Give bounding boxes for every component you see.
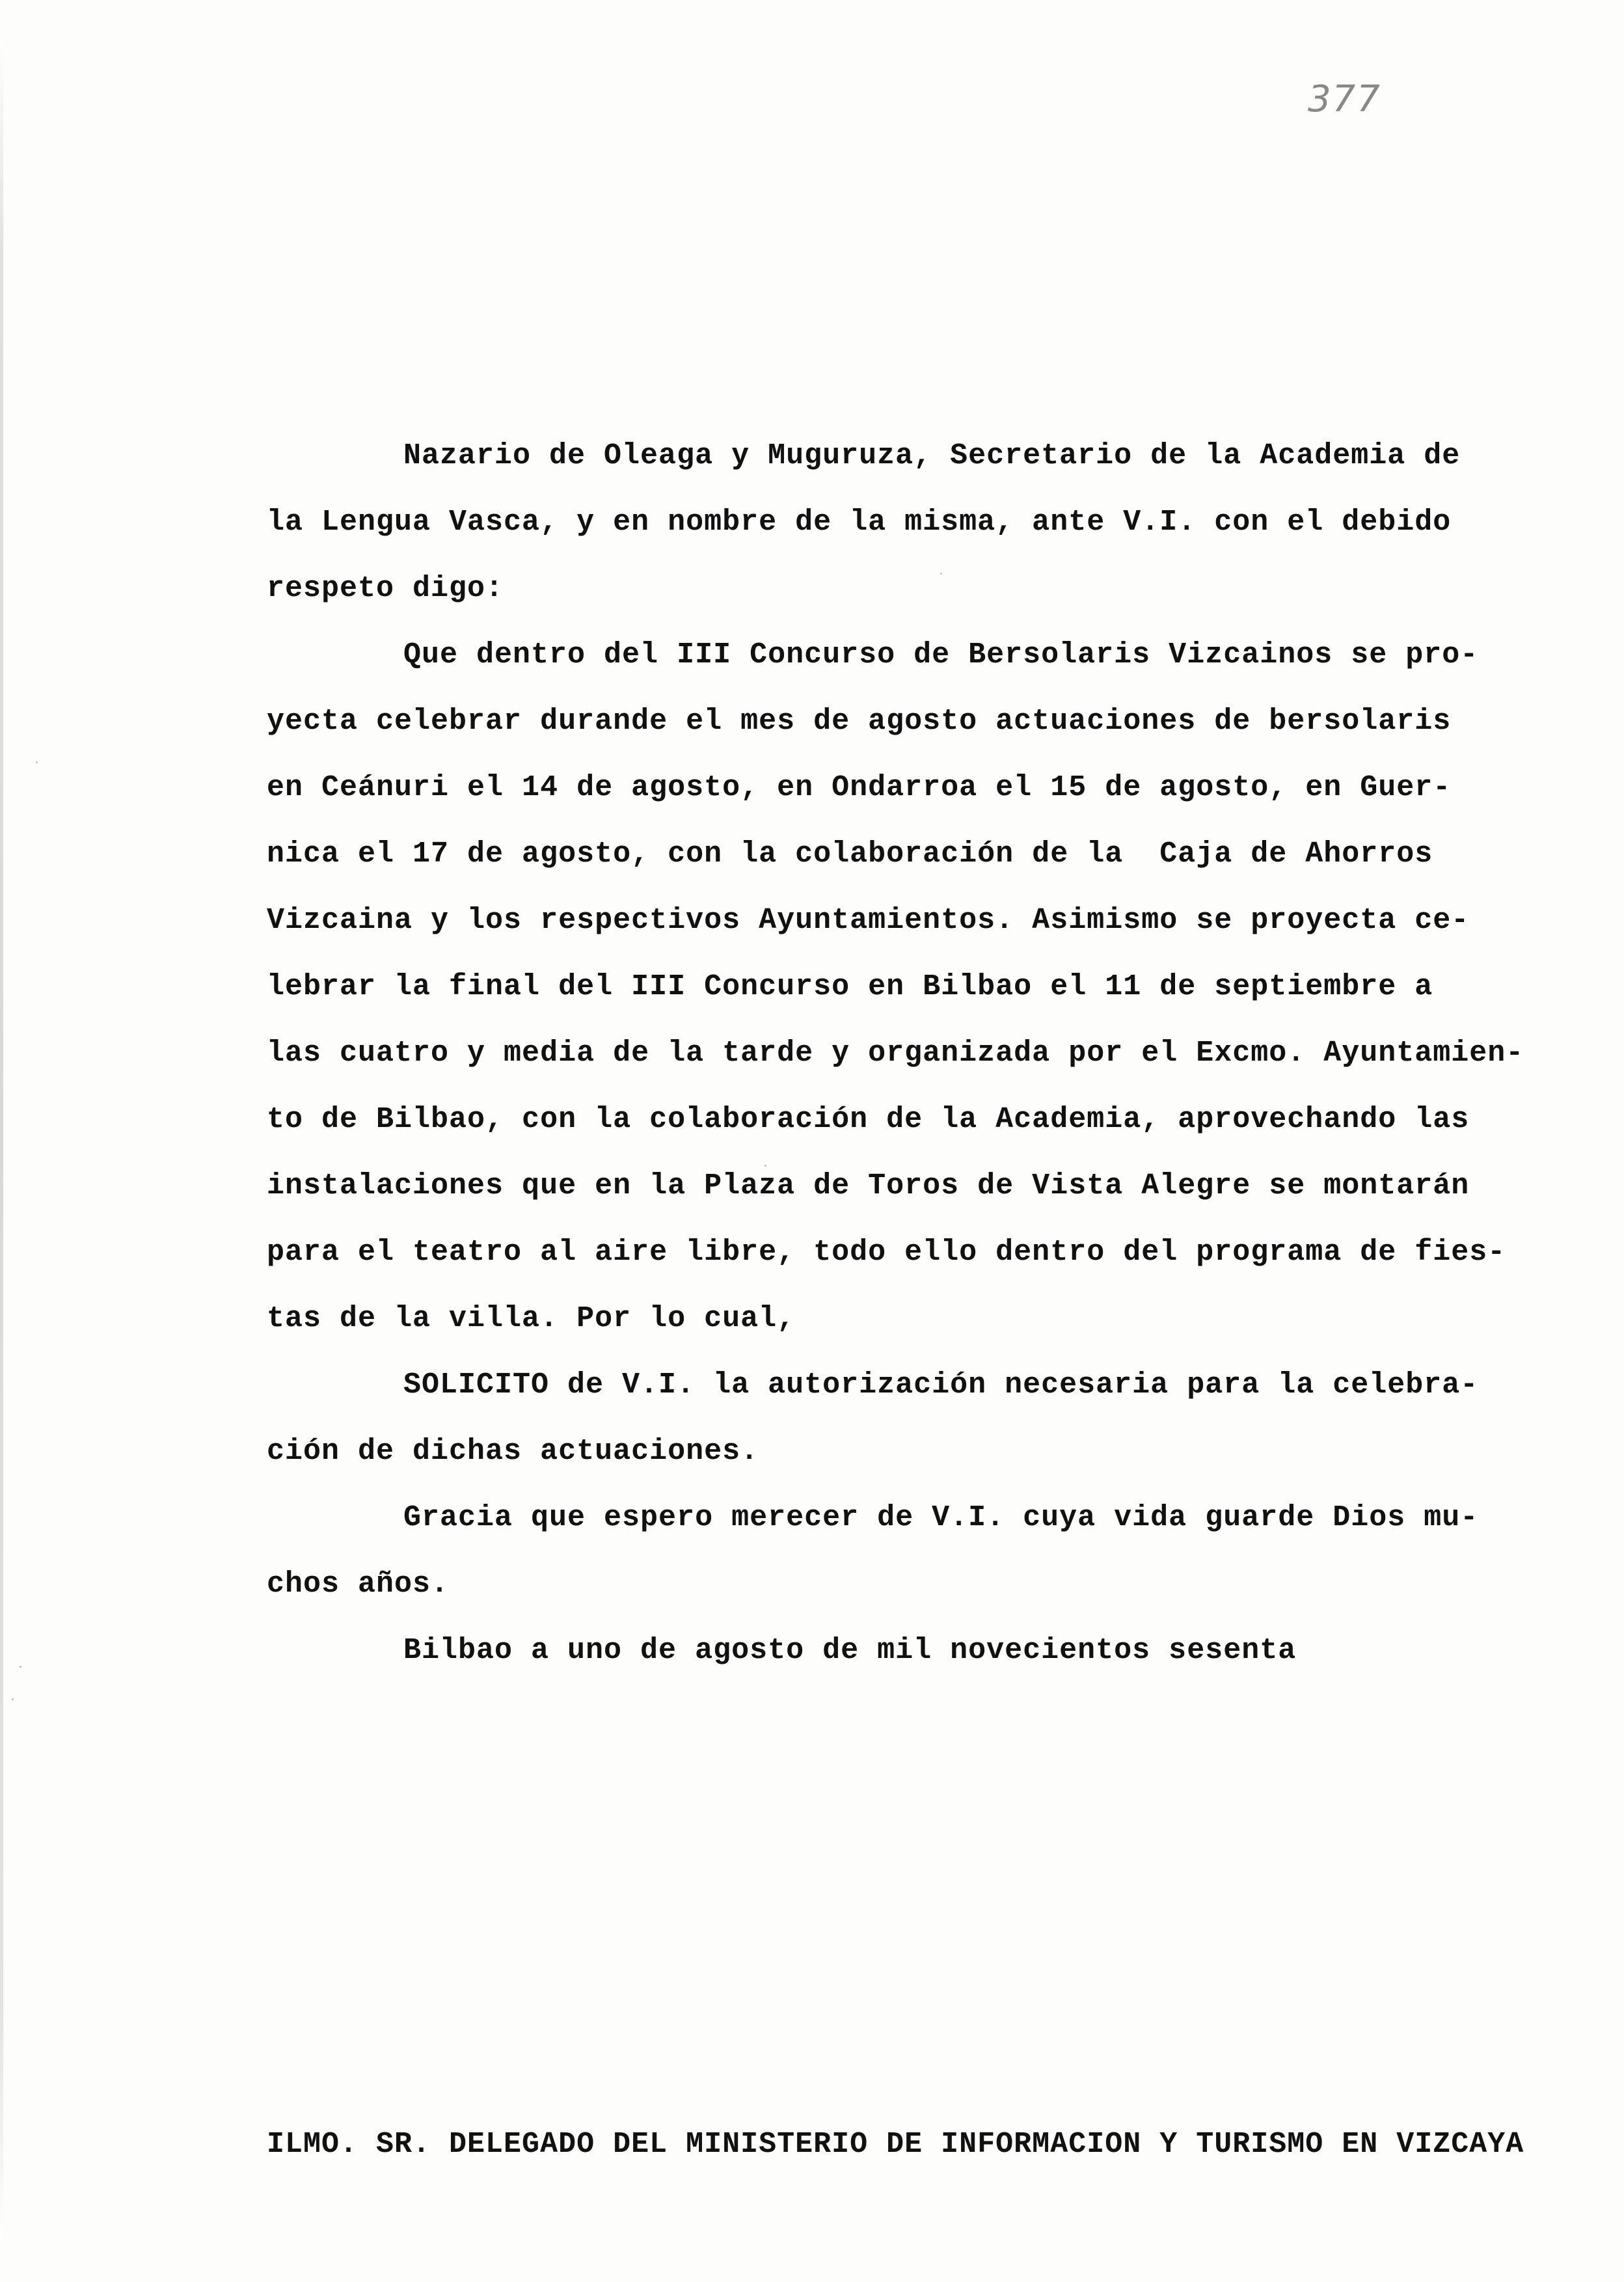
text-line: nica el 17 de agosto, con la colaboración de la Caja de Ahorros bbox=[267, 837, 1433, 871]
letter-body bbox=[267, 423, 1568, 1684]
scan-speck bbox=[36, 761, 38, 763]
text-line: en Ceánuri el 14 de agosto, en Ondarroa el 15 de agosto, en Guer- bbox=[267, 771, 1452, 804]
text-line: las cuatro y media de la tarde y organizada por el Excmo. Ayuntamien- bbox=[267, 1037, 1524, 1070]
text-line: para el teatro al aire libre, todo ello dentro del programa de fies- bbox=[267, 1236, 1506, 1269]
text-line: respeto digo: bbox=[267, 572, 504, 605]
text-line: la Lengua Vasca, y en nombre de la misma, ante V.I. con el debido bbox=[267, 506, 1452, 539]
text-line: tas de la villa. Por lo cual, bbox=[267, 1302, 796, 1335]
scan-speck bbox=[940, 573, 942, 575]
text-line: to de Bilbao, con la colaboración de la Academia, aprovechando las bbox=[267, 1103, 1470, 1136]
text-line: chos años. bbox=[267, 1568, 450, 1601]
text-line: Bilbao a uno de agosto de mil novecientos sesenta bbox=[403, 1634, 1297, 1667]
page-number: 377 bbox=[1308, 78, 1381, 120]
text-line: instalaciones que en la Plaza de Toros de Vista Alegre se montarán bbox=[267, 1169, 1470, 1202]
text-line: ción de dichas actuaciones. bbox=[267, 1435, 759, 1468]
text-line: Nazario de Oleaga y Muguruza, Secretario de la Academia de bbox=[403, 439, 1461, 472]
text-line: Vizcaina y los respectivos Ayuntamientos. Asimismo se proyecta ce- bbox=[267, 904, 1470, 937]
text-line: lebrar la final del III Concurso en Bilbao el 11 de septiembre a bbox=[267, 970, 1433, 1003]
scan-edge-shadow bbox=[0, 39, 3, 2238]
scan-speck bbox=[20, 1666, 21, 1668]
text-line: Que dentro del III Concurso de Bersolaris Vizcainos se pro- bbox=[403, 638, 1479, 672]
text-line: yecta celebrar durande el mes de agosto actuaciones de bersolaris bbox=[267, 705, 1452, 738]
scan-speck bbox=[765, 1165, 766, 1167]
text-line: SOLICITO de V.I. la autorización necesaria para la celebra- bbox=[403, 1368, 1479, 1402]
scan-speck bbox=[12, 1698, 14, 1700]
text-line: Gracia que espero merecer de V.I. cuya vida guarde Dios mu- bbox=[403, 1501, 1479, 1534]
addressee-line: ILMO. SR. DELEGADO DEL MINISTERIO DE INFORMACION Y TURISMO EN VIZCAYA bbox=[267, 2128, 1524, 2161]
